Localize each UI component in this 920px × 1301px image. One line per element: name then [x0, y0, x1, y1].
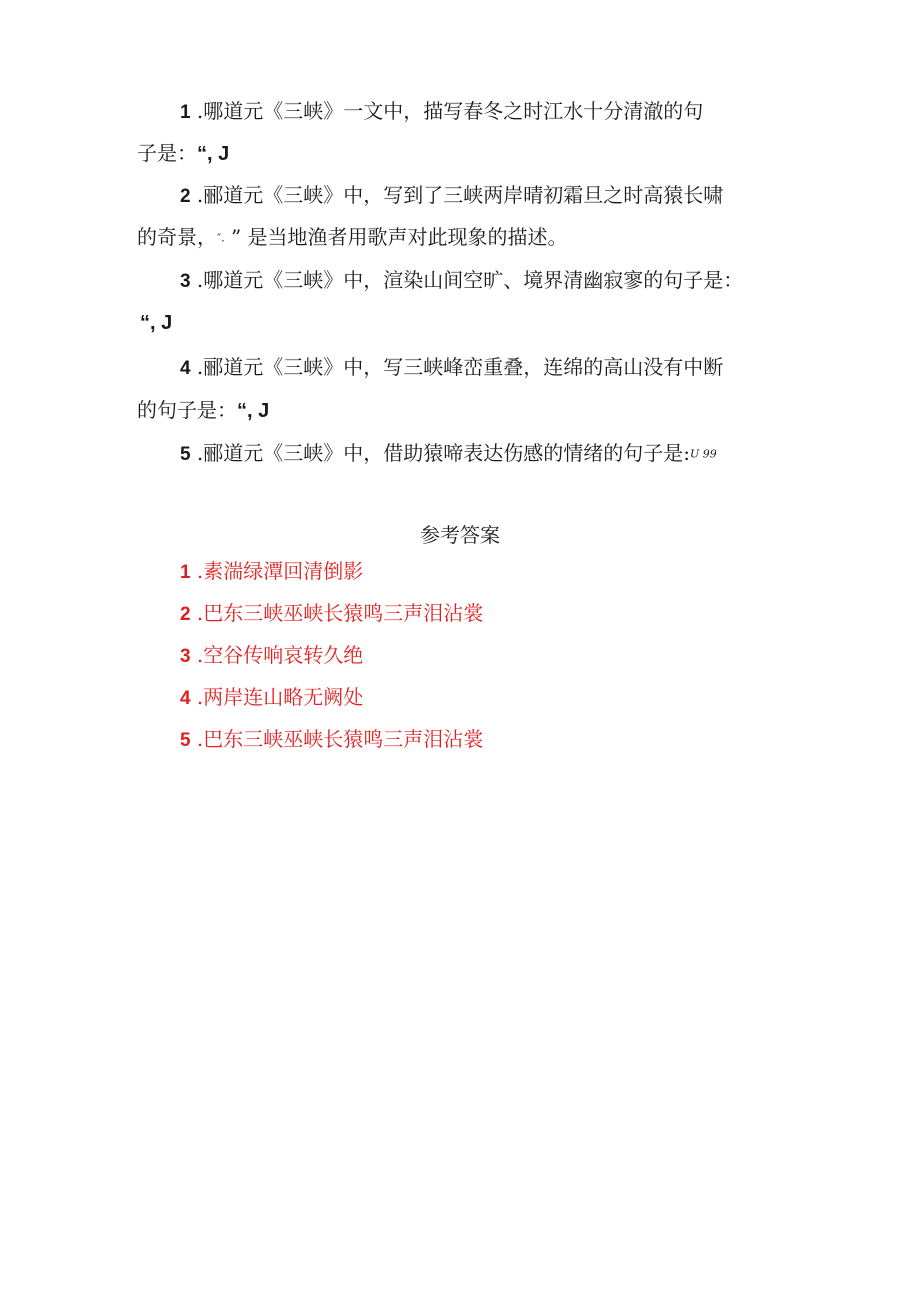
question-4-line-2 [137, 389, 269, 432]
question-number: 2 [180, 186, 191, 207]
answers-heading: 参考答案 [420, 523, 500, 547]
question-1-line-2 [137, 132, 229, 175]
answer-1 [180, 551, 363, 593]
question-text-rest: ” 是当地渔者用歌声对此现象的描述。 [224, 225, 568, 249]
answer-number: 5 [180, 730, 191, 751]
question-text: .郦道元《三峡》中，写到了三峡两岸晴初霜旦之时高猿长啸 [190, 183, 724, 207]
question-number: 1 [180, 102, 191, 123]
question-text: 子是： [137, 141, 197, 165]
answer-number: 3 [180, 646, 191, 667]
question-4-line-1 [180, 346, 723, 390]
question-5-line-1 [180, 432, 717, 476]
answer-number: 1 [180, 562, 191, 583]
question-2-line-2 [137, 216, 568, 260]
question-blank: “, J [197, 143, 230, 165]
question-3-line-1 [180, 259, 743, 303]
question-blank: U 99 [690, 447, 717, 461]
question-1-line-1 [180, 90, 703, 134]
answer-2 [180, 593, 483, 635]
answer-number: 2 [180, 604, 191, 625]
question-number: 5 [180, 444, 191, 465]
answer-3 [180, 635, 363, 677]
answer-5 [180, 719, 483, 761]
question-2-line-1 [180, 174, 723, 218]
question-text: 的句子是： [137, 398, 237, 422]
question-text: .哪道元《三峡》一文中，描写春冬之时江水十分清澈的句 [190, 99, 704, 123]
answer-text: .素湍绿潭回清倒影 [190, 559, 364, 583]
question-text: .哪道元《三峡》中，渲染山间空旷、境界清幽寂寥的句子是： [190, 268, 744, 292]
answer-text: .巴东三峡巫峡长猿鸣三声泪沾裳 [190, 601, 484, 625]
answer-text: .巴东三峡巫峡长猿鸣三声泪沾裳 [190, 727, 484, 751]
answer-4 [180, 677, 363, 719]
question-blank: ″. [217, 231, 225, 245]
answer-number: 4 [180, 688, 191, 709]
question-text: 的奇景， [137, 225, 217, 249]
question-blank: “, J [237, 400, 270, 422]
question-text: .郦道元《三峡》中，借助猿啼表达伤感的情绪的句子是: [190, 441, 691, 465]
question-text: .郦道元《三峡》中，写三峡峰峦重叠，连绵的高山没有中断 [190, 355, 724, 379]
question-blank: “, J [140, 312, 173, 334]
answer-text: .空谷传响哀转久绝 [190, 643, 364, 667]
question-3-line-2 [140, 301, 172, 344]
question-number: 4 [180, 358, 191, 379]
answer-text: .两岸连山略无阙处 [190, 685, 364, 709]
question-number: 3 [180, 271, 191, 292]
